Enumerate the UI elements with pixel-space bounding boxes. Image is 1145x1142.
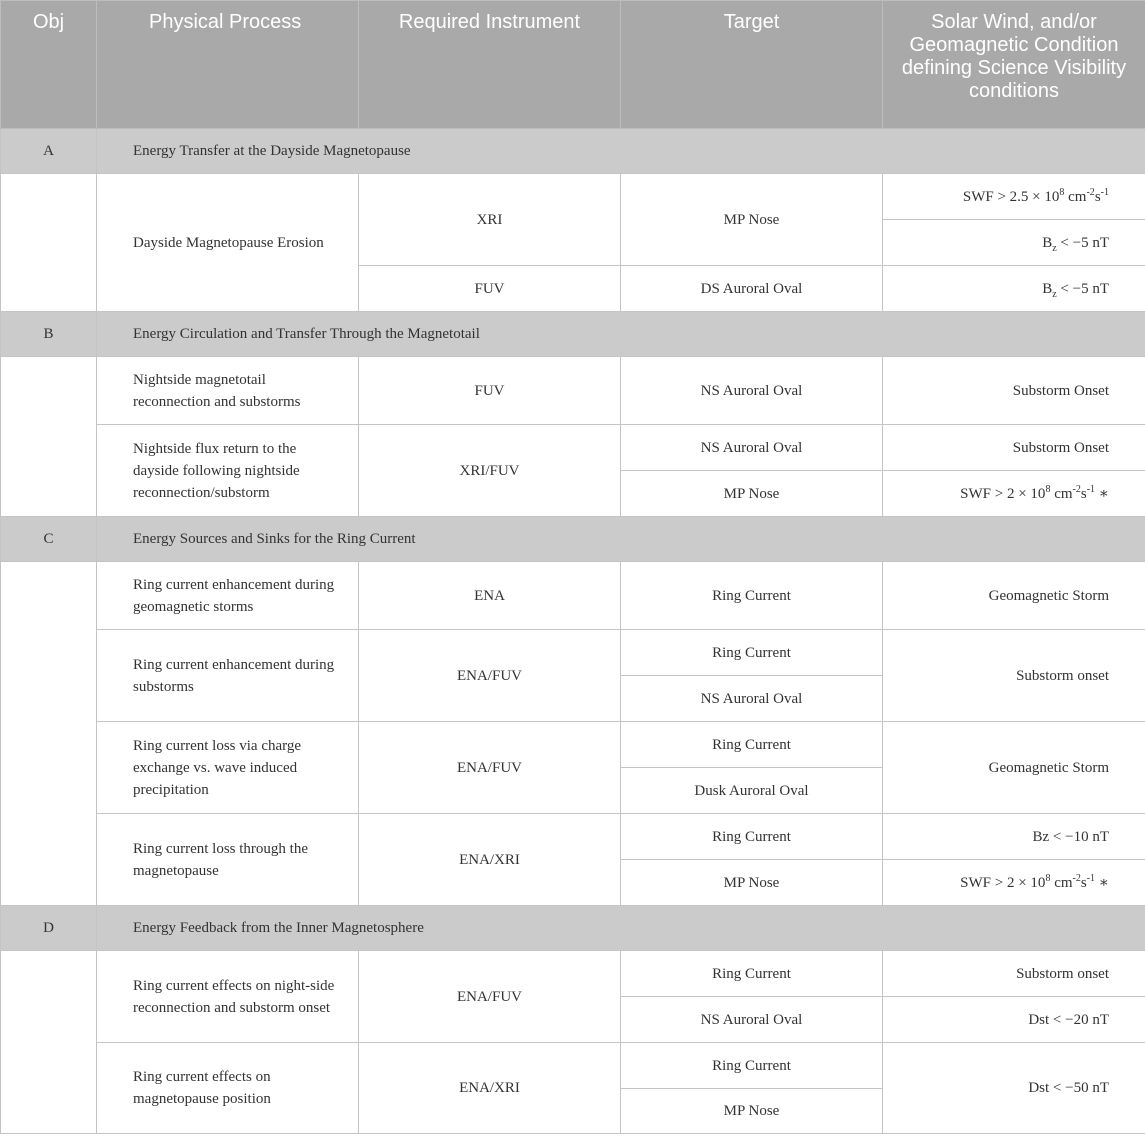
- table-row: [1, 425, 1145, 471]
- section-id: D: [1, 906, 97, 951]
- obj-blank-cell: [1, 951, 97, 1134]
- condition-cell: Geomagnetic Storm: [883, 722, 1145, 814]
- condition-cell: [883, 174, 1145, 220]
- section-title: Energy Circulation and Transfer Through the Magnetotail: [97, 312, 1145, 357]
- header-row: [1, 1, 1145, 129]
- condition-cell: [883, 860, 1145, 906]
- condition-subscript: z: [1052, 288, 1057, 300]
- section-id: C: [1, 517, 97, 562]
- condition-exponent: 8: [1045, 872, 1051, 884]
- header-target: Target: [621, 1, 883, 129]
- table-row: [1, 174, 1145, 220]
- condition-text: < −5 nT: [1056, 234, 1109, 251]
- condition-exponent: 8: [1045, 483, 1051, 495]
- instrument-cell: FUV: [359, 357, 621, 425]
- section-row-d: [1, 906, 1145, 951]
- condition-cell: [883, 471, 1145, 517]
- process-cell: Ring current enhancement during substorms: [97, 630, 359, 722]
- condition-cell: Substorm onset: [883, 630, 1145, 722]
- condition-exponent: -1: [1100, 186, 1109, 198]
- condition-cell: Dst < −50 nT: [883, 1043, 1145, 1134]
- section-title: Energy Sources and Sinks for the Ring Current: [97, 517, 1145, 562]
- condition-text: SWF > 2.5 × 10: [962, 188, 1060, 205]
- target-cell: NS Auroral Oval: [621, 997, 883, 1043]
- target-cell: NS Auroral Oval: [621, 425, 883, 471]
- target-cell: MP Nose: [621, 1089, 883, 1134]
- table-row: [1, 630, 1145, 676]
- section-row-c: [1, 517, 1145, 562]
- section-row-b: [1, 312, 1145, 357]
- condition-cell: Substorm onset: [883, 951, 1145, 997]
- condition-exponent: -2: [1086, 186, 1095, 198]
- process-cell: Ring current loss via charge exchange vs. wave induced precipitation: [97, 722, 359, 814]
- target-cell: Ring Current: [621, 814, 883, 860]
- section-title: Energy Feedback from the Inner Magnetosphere: [97, 906, 1145, 951]
- target-cell: NS Auroral Oval: [621, 676, 883, 722]
- table-row: [1, 357, 1145, 425]
- condition-text: < −5 nT: [1056, 280, 1109, 297]
- condition-suffix: ∗: [1095, 874, 1109, 891]
- instrument-cell: ENA/FUV: [359, 630, 621, 722]
- condition-text: B: [1042, 280, 1053, 297]
- process-cell: Ring current effects on night-side reconnection and substorm onset: [97, 951, 359, 1043]
- header-physical-process: Physical Process: [97, 1, 359, 129]
- target-cell: DS Auroral Oval: [621, 266, 883, 312]
- instrument-cell: FUV: [359, 266, 621, 312]
- condition-unit: cm: [1050, 485, 1073, 502]
- target-cell: NS Auroral Oval: [621, 357, 883, 425]
- table-header: [1, 1, 1145, 129]
- condition-exponent: 8: [1059, 186, 1065, 198]
- header-required-instrument: Required Instrument: [359, 1, 621, 129]
- instrument-cell: ENA/FUV: [359, 951, 621, 1043]
- table-row: [1, 562, 1145, 630]
- instrument-cell: ENA/FUV: [359, 722, 621, 814]
- condition-exponent: -1: [1086, 872, 1096, 884]
- condition-cell: Substorm Onset: [883, 357, 1145, 425]
- target-cell: MP Nose: [621, 471, 883, 517]
- header-obj: Obj: [1, 1, 97, 129]
- condition-text: B: [1042, 234, 1053, 251]
- instrument-cell: ENA/XRI: [359, 814, 621, 906]
- target-cell: Ring Current: [621, 1043, 883, 1089]
- condition-exponent: -1: [1086, 483, 1096, 495]
- table-row: [1, 951, 1145, 997]
- condition-unit: cm: [1050, 874, 1073, 891]
- condition-unit: s: [1080, 485, 1087, 502]
- obj-blank-cell: [1, 357, 97, 517]
- condition-cell: Bz < −10 nT: [883, 814, 1145, 860]
- section-row-a: [1, 129, 1145, 174]
- section-title: Energy Transfer at the Dayside Magnetopause: [97, 129, 1145, 174]
- table-row: [1, 722, 1145, 768]
- obj-blank-cell: [1, 174, 97, 312]
- section-id: B: [1, 312, 97, 357]
- table-row: [1, 1043, 1145, 1089]
- target-cell: MP Nose: [621, 174, 883, 266]
- target-cell: Ring Current: [621, 630, 883, 676]
- condition-cell: Geomagnetic Storm: [883, 562, 1145, 630]
- obj-blank-cell: [1, 562, 97, 906]
- condition-unit: s: [1080, 874, 1087, 891]
- process-cell: Ring current loss through the magnetopause: [97, 814, 359, 906]
- condition-text: SWF > 2 × 10: [960, 485, 1046, 502]
- table-row: [1, 814, 1145, 860]
- condition-exponent: -2: [1072, 872, 1081, 884]
- condition-cell: Substorm Onset: [883, 425, 1145, 471]
- process-cell: Nightside flux return to the dayside following nightside reconnection/substorm: [97, 425, 359, 517]
- instrument-cell: ENA/XRI: [359, 1043, 621, 1134]
- condition-cell: [883, 220, 1145, 266]
- instrument-cell: XRI/FUV: [359, 425, 621, 517]
- process-cell: Ring current effects on magnetopause position: [97, 1043, 359, 1134]
- condition-exponent: -2: [1072, 483, 1081, 495]
- condition-cell: [883, 266, 1145, 312]
- section-id: A: [1, 129, 97, 174]
- target-cell: Dusk Auroral Oval: [621, 768, 883, 814]
- condition-cell: Dst < −20 nT: [883, 997, 1145, 1043]
- target-cell: MP Nose: [621, 860, 883, 906]
- instrument-cell: ENA: [359, 562, 621, 630]
- instrument-cell: XRI: [359, 174, 621, 266]
- process-cell: Nightside magnetotail reconnection and substorms: [97, 357, 359, 425]
- target-cell: Ring Current: [621, 722, 883, 768]
- condition-suffix: ∗: [1095, 485, 1109, 502]
- target-cell: Ring Current: [621, 951, 883, 997]
- condition-subscript: z: [1052, 242, 1057, 254]
- condition-text: SWF > 2 × 10: [960, 874, 1046, 891]
- header-condition: Solar Wind, and/or Geomagnetic Condition defining Science Visibility conditions: [883, 1, 1145, 129]
- target-cell: Ring Current: [621, 562, 883, 630]
- condition-unit: s: [1094, 188, 1101, 205]
- process-cell: Ring current enhancement during geomagnetic storms: [97, 562, 359, 630]
- condition-unit: cm: [1064, 188, 1087, 205]
- process-cell: Dayside Magnetopause Erosion: [97, 174, 359, 312]
